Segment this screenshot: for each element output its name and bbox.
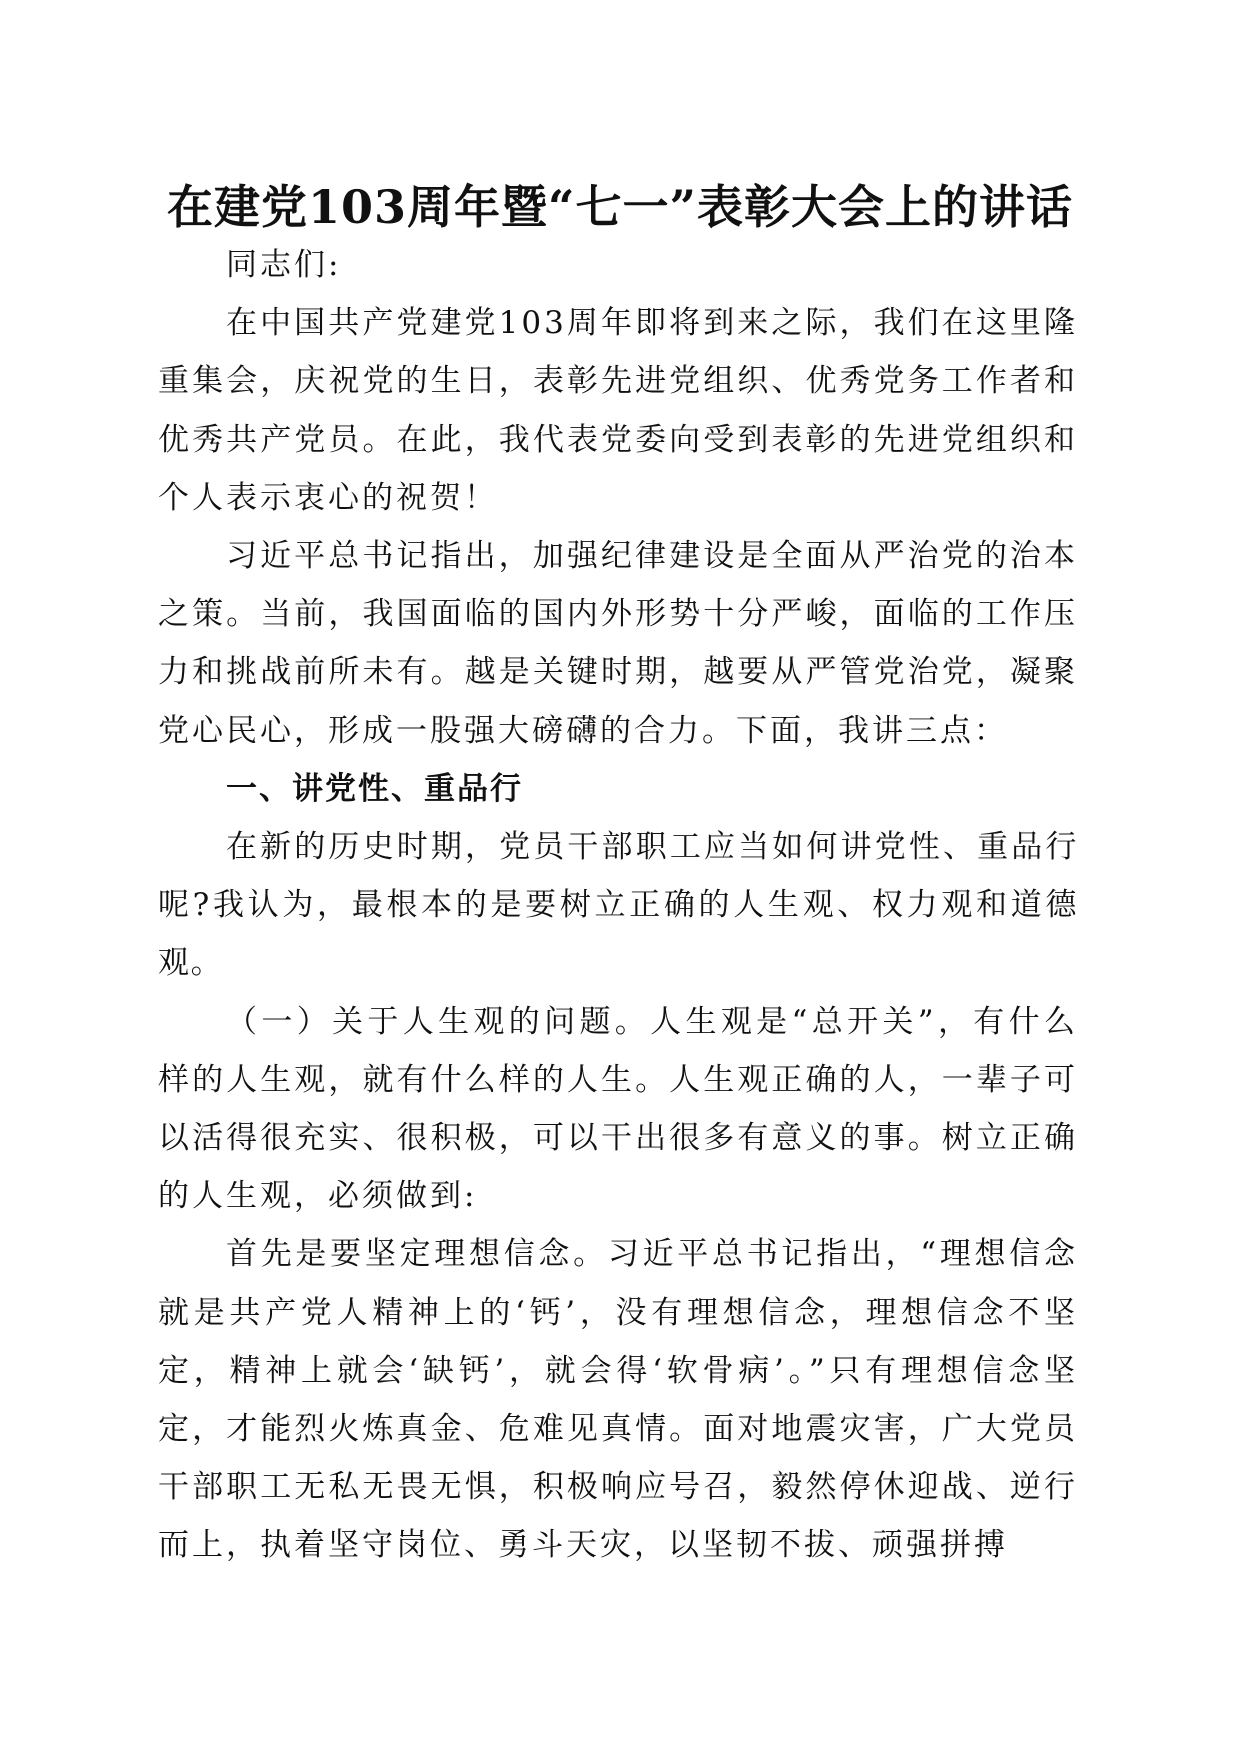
paragraph: 在中国共产党建党103周年即将到来之际，我们在这里隆重集会，庆祝党的生日，表彰先进党组织、优秀党务工作者和优秀共产党员。在此，我代表党委向受到表彰的先进党组织和个人表示衷心的祝贺！ xyxy=(158,305,1078,516)
salutation: 同志们: xyxy=(226,247,342,283)
paragraph: 习近平总书记指出，加强纪律建设是全面从严治党的治本之策。当前，我国面临的国内外形势十分严峻，面临的工作压力和挑战前所未有。越是关键时期，越要从严管党治党，凝聚党心民心，形成一股强大磅礴的合力。下面，我讲三点： xyxy=(158,538,1078,749)
document-body xyxy=(158,236,1078,1575)
section-heading: 一、讲党性、重品行 xyxy=(226,770,523,807)
paragraph: 首先是要坚定理想信念。习近平总书记指出，“理想信念就是共产党人精神上的‘钙’，没有理想信念，理想信念不坚定，精神上就会‘缺钙’，就会得‘软骨病’。”只有理想信念坚定，才能烈火炼真金、危难见真情。面对地震灾害，广大党员干部职工无私无畏无惧，积极响应号召，毅然停休迎战、逆行而上，执着坚守岗位、勇斗天灾，以坚韧不拔、顽强拼搏 xyxy=(158,1236,1078,1564)
document-title: 在建党103周年暨“七一”表彰大会上的讲话 xyxy=(167,180,1073,234)
paragraph: 在新的历史时期，党员干部职工应当如何讲党性、重品行呢?我认为，最根本的是要树立正确的人生观、权力观和道德观。 xyxy=(158,829,1078,982)
paragraph: （一）关于人生观的问题。人生观是“总开关”，有什么样的人生观，就有什么样的人生。人生观正确的人，一辈子可以活得很充实、很积极，可以干出很多有意义的事。树立正确的人生观，必须做到: xyxy=(158,1003,1078,1215)
